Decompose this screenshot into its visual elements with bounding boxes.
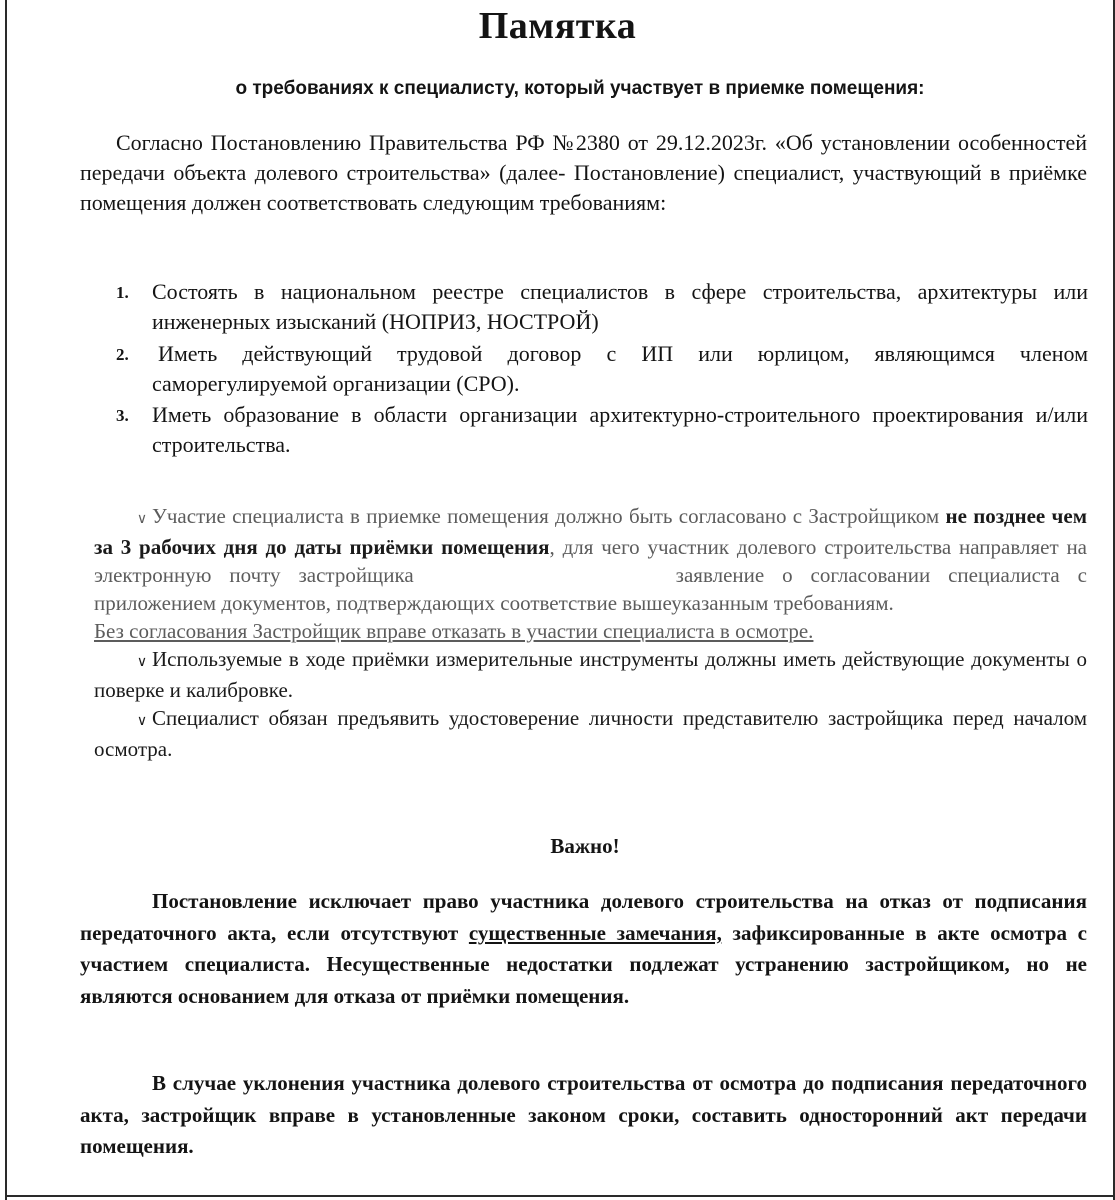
page-border-bottom bbox=[5, 1195, 1115, 1197]
check-mark-icon: ∨ bbox=[136, 511, 148, 527]
requirement-number: 3. bbox=[116, 406, 129, 425]
note-approval-text-1: Участие специалиста в приемке помещения должно быть согласовано с Застройщиком bbox=[152, 504, 946, 528]
document-subtitle: о требованиях к специалисту, который участвует в приемке помещения: bbox=[235, 78, 925, 99]
requirements-list-3 bbox=[116, 400, 1088, 460]
note-instruments-text: Используемые в ходе приёмки измерительные инструменты должны иметь действующие документы о поверке и калибровке. bbox=[94, 647, 1087, 702]
intro-paragraph: Согласно Постановлению Правительства РФ №2380 от 29.12.2023г. «Об установлении особенностей передачи объекта долевого строительства» (далее- Постановление) специалист, участвующий в приёмке помещения должен соответствовать следующим требованиям: bbox=[80, 130, 1087, 215]
requirement-text: Иметь действующий трудовой договор с ИП или юрлицом, являющимся членом саморегулируемой организации (СРО). bbox=[152, 341, 1088, 396]
essential-remarks: существенные замечания, bbox=[468, 920, 722, 945]
note-identity-text: Специалист обязан предъявить удостоверение личности представителю застройщика перед началом осмотра. bbox=[94, 706, 1087, 761]
requirement-number: 2. bbox=[116, 345, 129, 364]
note-approval-text-2: , для чего участник долевого строительства направляет на электронную почту застройщика bbox=[94, 535, 1087, 587]
check-mark-icon: ∨ bbox=[136, 713, 148, 729]
document-title: Памятка bbox=[478, 5, 637, 47]
note-instruments bbox=[94, 645, 1087, 704]
requirement-item bbox=[116, 277, 1088, 337]
requirement-number: 1. bbox=[116, 283, 129, 302]
notes-section bbox=[94, 502, 1087, 763]
page-border-left bbox=[5, 0, 7, 1200]
requirement-item bbox=[116, 339, 1088, 399]
important-heading: Важно! bbox=[550, 834, 620, 858]
note-identity bbox=[94, 704, 1087, 763]
important-paragraph-1 bbox=[80, 886, 1087, 1012]
requirement-item bbox=[116, 400, 1088, 460]
check-mark-icon: ∨ bbox=[136, 654, 148, 670]
note-approval-warning: Без согласования Застройщик вправе отказать в участии специалиста в осмотре. bbox=[94, 619, 814, 643]
important-paragraph-1-text-1: Постановление исключает право участника долевого строительства на отказ от подписания передаточного акта, если отсутствуют bbox=[80, 889, 1087, 945]
important-paragraph-2: В случае уклонения участника долевого строительства от осмотра до подписания передаточного акта, застройщик вправе в установленные законом сроки, составить односторонний акт передачи помещения. bbox=[80, 1071, 1087, 1158]
note-approval-text-3: заявление о согласовании специалиста с приложением документов, подтверждающих соответствие вышеуказанным требованиям. bbox=[94, 563, 1087, 615]
requirements-list bbox=[116, 277, 1088, 337]
requirements-list-2 bbox=[116, 339, 1088, 399]
requirement-text: Состоять в национальном реестре специалистов в сфере строительства, архитектуры или инженерных изысканий (НОПРИЗ, НОСТРОЙ) bbox=[152, 279, 1088, 334]
note-approval-deadline: не позднее чем за 3 рабочих дня до даты приёмки помещения bbox=[94, 504, 1087, 559]
note-approval bbox=[94, 502, 1087, 617]
important-paragraph-1-text-2: зафиксированные в акте осмотра с участием специалиста. Несущественные недостатки подлежат устранению застройщиком, но не являются основанием для отказа от приёмки помещения. bbox=[80, 920, 1087, 1008]
requirement-text: Иметь образование в области организации архитектурно-строительного проектирования и/или строительства. bbox=[152, 402, 1088, 457]
